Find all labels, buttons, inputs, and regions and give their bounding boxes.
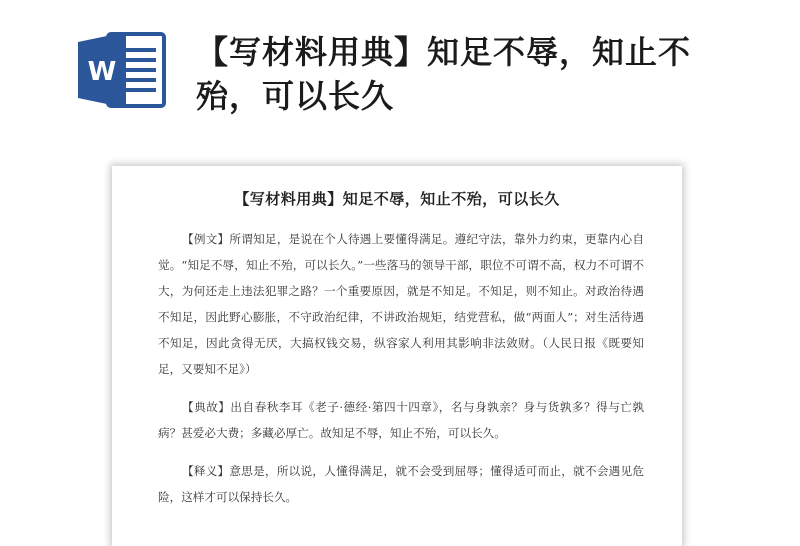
- document-body: [158, 226, 644, 522]
- page-title: 【写材料用典】知足不辱，知止不殆，可以长久: [196, 33, 692, 115]
- document-title: 【写材料用典】知足不辱，知止不殆，可以长久: [234, 190, 560, 208]
- paragraph-text: 出自春秋李耳《老子·德经·第四十四章》，名与身孰亲？身与货孰多？得与亡孰病？甚爱必大费；多藏必厚亡。故知足不辱，知止不殆，可以长久。: [158, 400, 644, 440]
- paragraph-example: [158, 226, 644, 382]
- paragraph-tag: 【例文】: [182, 232, 230, 246]
- word-document-icon: [76, 30, 166, 110]
- paragraph-tag: 【典故】: [182, 400, 231, 414]
- paragraph-allusion: [158, 394, 644, 446]
- paragraph-tag: 【释义】: [182, 464, 230, 478]
- word-icon-letter: W: [87, 57, 117, 87]
- paragraph-meaning: [158, 458, 644, 510]
- document-page: [112, 166, 682, 546]
- paragraph-text: 意思是，所以说，人懂得满足，就不会受到屈辱；懂得适可而止，就不会遇见危险，这样才可以保持长久。: [158, 464, 644, 504]
- paragraph-text: 所谓知足，是说在个人待遇上要懂得满足。遵纪守法，靠外力约束，更靠内心自觉。“知足不辱，知止不殆，可以长久。”一些落马的领导干部，职位不可谓不高，权力不可谓不大，为何还走上违法犯罪之路？一个重要原因，就是不知足。不知足，则不知止。对政治待遇不知足，因此野心膨胀，不守政治纪律，不讲政治规矩，结党营私，做“两面人”；对生活待遇不知足，因此贪得无厌，大搞权钱交易，纵容家人利用其影响非法敛财。（人民日报《既要知足，又要知不足》）: [158, 232, 644, 376]
- header: [0, 0, 800, 140]
